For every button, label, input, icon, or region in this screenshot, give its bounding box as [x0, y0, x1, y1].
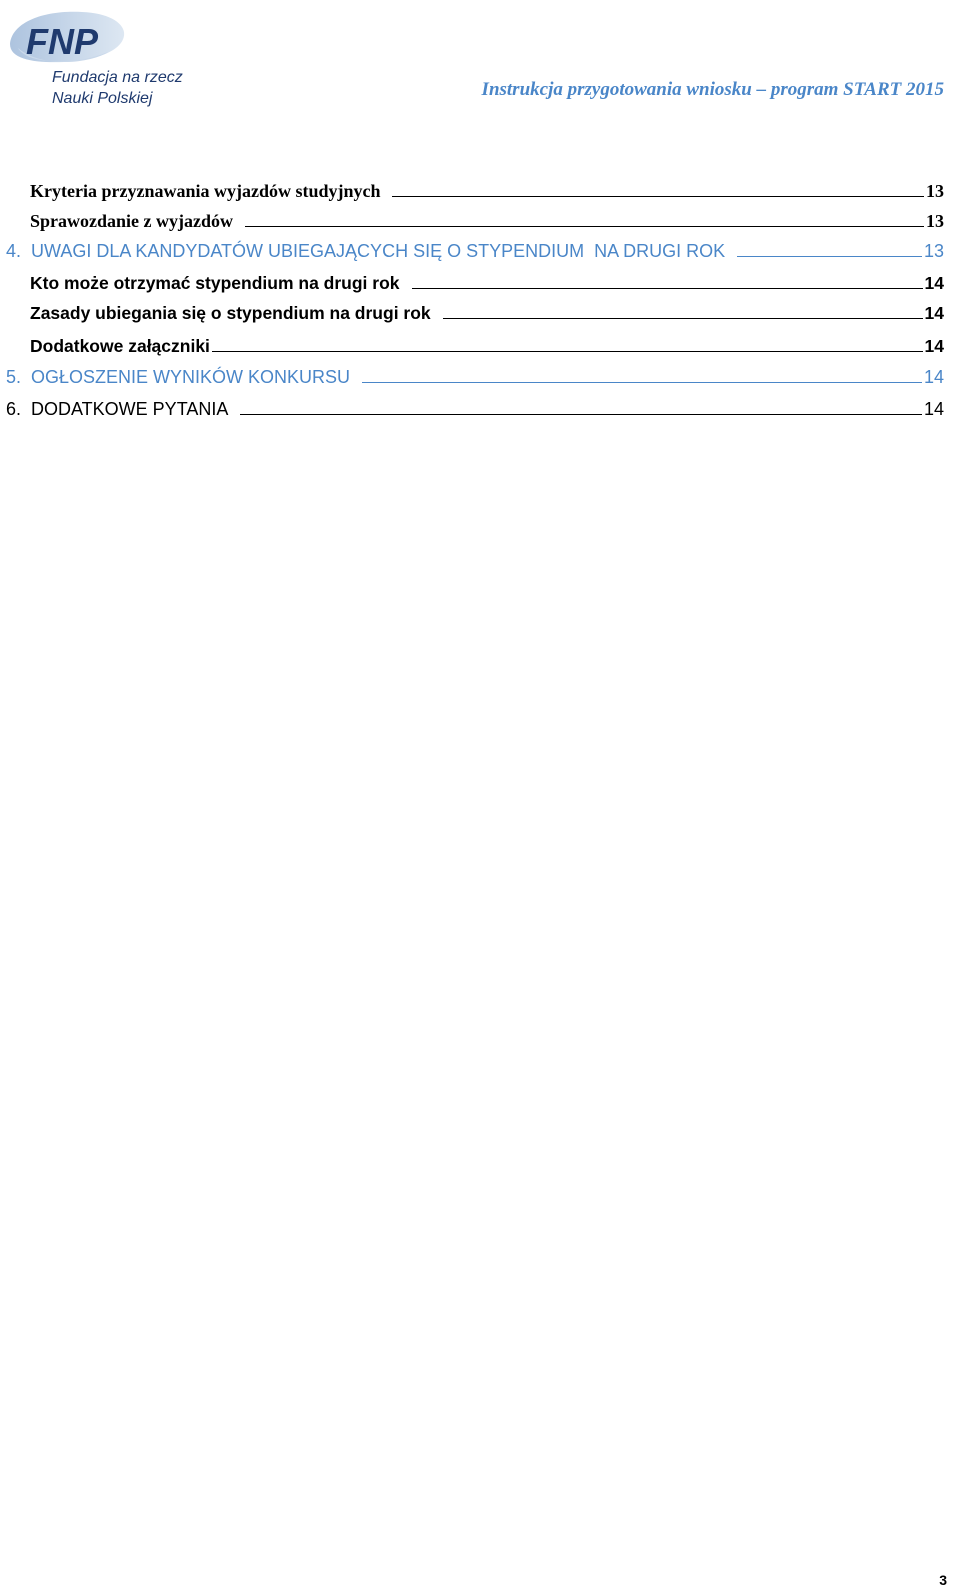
toc-leader — [212, 351, 923, 352]
toc-entry[interactable] — [6, 362, 944, 388]
toc-leader — [737, 256, 922, 257]
toc-leader — [392, 196, 924, 197]
logo-line2: Nauki Polskiej — [52, 90, 153, 107]
toc-leader — [412, 288, 923, 289]
toc-entry-page: 13 — [923, 241, 944, 261]
logo-line1: Fundacja na rzecz — [52, 69, 183, 86]
toc-entry[interactable] — [30, 176, 944, 202]
fnp-logo-graphic — [4, 4, 204, 112]
toc-leader — [240, 414, 922, 415]
fnp-logo — [4, 4, 204, 112]
toc-entry-label: 4. UWAGI DLA KANDYDATÓW UBIEGAJĄCYCH SIĘ O STYPENDIUM NA DRUGI ROK — [6, 241, 726, 261]
toc-leader — [245, 226, 924, 227]
toc-entry-page: 13 — [926, 181, 944, 201]
toc-entry-page: 14 — [924, 303, 944, 323]
toc-entry-label: 5. OGŁOSZENIE WYNIKÓW KONKURSU — [6, 367, 351, 387]
page-number: 3 — [939, 1572, 947, 1588]
logo-abbr: FNP — [26, 21, 98, 62]
toc-entry-label: Zasady ubiegania się o stypendium na drugi rok — [30, 303, 431, 323]
toc-leader — [443, 318, 923, 319]
toc-entry-page: 14 — [924, 273, 944, 293]
toc-entry[interactable] — [6, 394, 944, 420]
toc-entry-page: 13 — [926, 211, 944, 231]
toc-entry-label: Kto może otrzymać stypendium na drugi rok — [30, 273, 400, 293]
toc-entry-label: Dodatkowe załączniki — [30, 336, 210, 356]
toc-entry[interactable] — [6, 236, 944, 262]
toc-entry-label: Sprawozdanie z wyjazdów — [30, 211, 233, 231]
toc-entry[interactable] — [30, 298, 944, 324]
document-header-title: Instrukcja przygotowania wniosku – program START 2015 — [481, 79, 944, 100]
toc-entry-page: 14 — [923, 367, 944, 387]
toc-leader — [362, 382, 922, 383]
toc-entry-label: 6. DODATKOWE PYTANIA — [6, 399, 229, 419]
toc-entry-page: 14 — [923, 399, 944, 419]
toc-entry-label: Kryteria przyznawania wyjazdów studyjnych — [30, 181, 381, 201]
toc-entry-page: 14 — [924, 336, 944, 356]
toc-entry[interactable] — [30, 268, 944, 294]
toc-entry[interactable] — [30, 206, 944, 232]
toc-entry[interactable] — [30, 331, 944, 357]
